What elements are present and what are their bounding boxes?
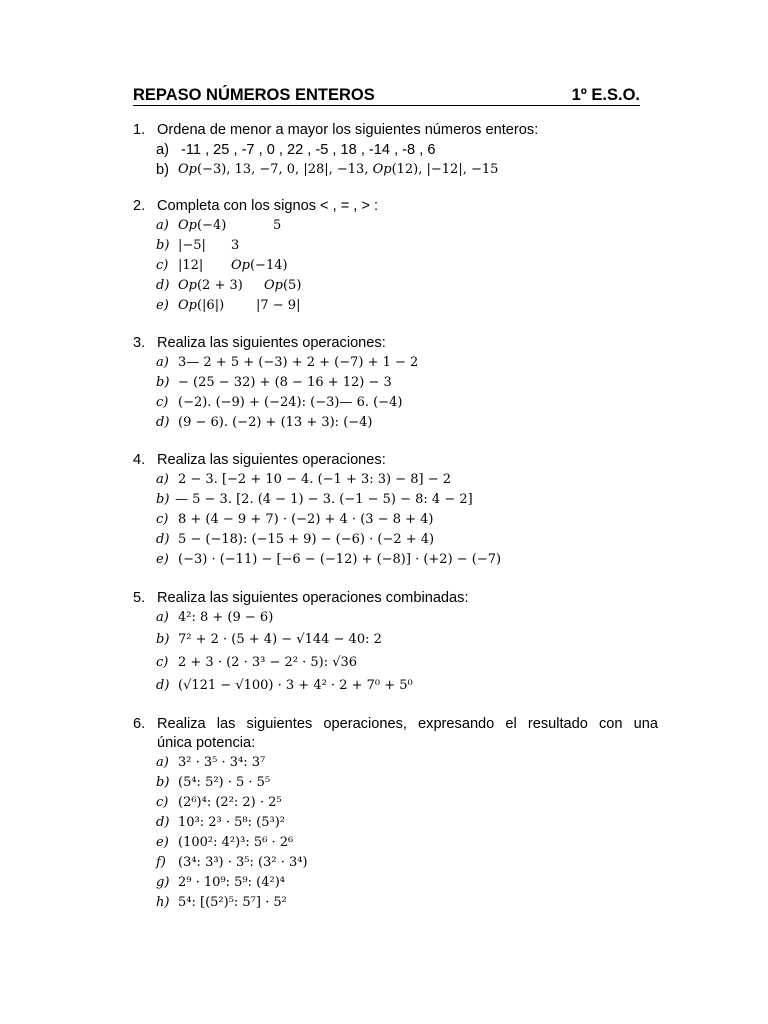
item-label: e)	[156, 835, 169, 850]
item-expression: (5⁴: 5²) · 5 · 5⁵	[178, 775, 271, 790]
list-item	[133, 753, 663, 773]
question-4	[133, 451, 663, 570]
list-item	[133, 813, 663, 833]
item-label: a)	[156, 755, 169, 770]
item-label: b)	[156, 375, 170, 390]
item-label: c)	[156, 795, 169, 810]
item-expression: 7² + 2 · (5 + 4) − √144 − 40: 2	[178, 632, 382, 647]
question-number: 5.	[133, 590, 146, 606]
item-left-expression: 𝑂𝑝(−4)	[178, 218, 227, 233]
title-underline	[133, 105, 640, 106]
question-6	[133, 715, 663, 913]
item-label: a)	[156, 355, 169, 370]
item-expression: 4²: 8 + (9 − 6)	[178, 610, 274, 625]
item-label: e)	[156, 552, 169, 567]
item-label: c)	[156, 655, 169, 670]
item-expression: (3⁴: 3³) · 3⁵: (3² · 3⁴)	[178, 855, 308, 870]
list-item	[133, 160, 663, 180]
question-text: Realiza las siguientes operaciones, expresando el resultado con una	[157, 716, 658, 732]
list-item	[133, 490, 663, 510]
list-item	[133, 628, 663, 651]
item-expression: 2⁹ · 10⁹: 5⁹: (4²)⁴	[178, 875, 285, 890]
item-expression: 8 + (4 − 9 + 7) · (−2) + 4 · (3 − 8 + 4)	[178, 512, 434, 527]
item-expression: 3² · 3⁵ · 3⁴: 3⁷	[178, 755, 266, 770]
list-item	[133, 651, 663, 674]
document-header	[133, 86, 640, 108]
item-expression: (−3) · (−11) − [−6 − (−12) + (−8)] · (+2) − (−7)	[178, 552, 502, 567]
item-expression: 2 − 3. [−2 + 10 − 4. (−1 + 3: 3) − 8] − 2	[178, 472, 452, 487]
list-item	[133, 413, 663, 433]
item-label: f)	[156, 855, 166, 870]
question-5-heading	[133, 589, 663, 608]
item-label: b)	[156, 775, 170, 790]
question-text: Ordena de menor a mayor los siguientes números enteros:	[157, 122, 539, 138]
list-item	[133, 773, 663, 793]
item-label: d)	[156, 278, 170, 293]
list-item	[133, 140, 663, 160]
item-label: b)	[156, 492, 170, 507]
item-expression: — 5 − 3. [2. (4 − 1) − 3. (−1 − 5) − 8: 4 − 2]	[175, 492, 473, 507]
list-item	[133, 530, 663, 550]
item-expression: (9 − 6). (−2) + (13 + 3): (−4)	[178, 415, 373, 430]
item-expression: 5⁴: [(5²)⁵: 5⁷] · 5²	[178, 895, 287, 910]
item-expression: 2 + 3 · (2 · 3³ − 2² · 5): √36	[178, 655, 358, 670]
item-expression: 10³: 2³ · 5⁸: (5³)²	[178, 815, 285, 830]
item-right-expression: |7 − 9|	[256, 298, 301, 313]
list-item	[133, 236, 663, 256]
item-label: b)	[156, 632, 170, 647]
question-number: 3.	[133, 335, 146, 351]
question-5	[133, 589, 663, 697]
item-right-expression: 𝑂𝑝(5)	[264, 278, 302, 293]
question-text: Realiza las siguientes operaciones combinadas:	[157, 590, 469, 606]
question-4-heading	[133, 451, 663, 470]
question-3	[133, 334, 663, 433]
item-expression: (−2). (−9) + (−24): (−3)— 6. (−4)	[178, 395, 403, 410]
item-label: c)	[156, 395, 169, 410]
list-item	[133, 510, 663, 530]
item-label: b)	[156, 162, 169, 178]
list-item	[133, 833, 663, 853]
list-item	[133, 550, 663, 570]
question-3-heading	[133, 334, 663, 353]
question-6-heading	[133, 715, 663, 734]
question-number: 1.	[133, 122, 146, 138]
item-expression: -11 , 25 , -7 , 0 , 22 , -5 , 18 , -14 , -8 , 6	[181, 142, 436, 158]
item-label: g)	[156, 875, 170, 890]
item-right-expression: 𝑂𝑝(−14)	[231, 258, 288, 273]
item-label: d)	[156, 678, 170, 693]
question-number: 2.	[133, 198, 146, 214]
item-label: d)	[156, 532, 170, 547]
question-text: Realiza las siguientes operaciones:	[157, 335, 386, 351]
list-item	[133, 276, 663, 296]
item-expression: − (25 − 32) + (8 − 16 + 12) − 3	[178, 375, 392, 390]
item-expression: (2⁶)⁴: (2²: 2) · 2⁵	[178, 795, 282, 810]
question-2	[133, 197, 663, 316]
item-label: a)	[156, 142, 169, 158]
question-2-heading	[133, 197, 663, 216]
list-item	[133, 393, 663, 413]
list-item	[133, 353, 663, 373]
list-item	[133, 893, 663, 913]
item-left-expression: |12|	[178, 258, 204, 273]
item-label: a)	[156, 472, 169, 487]
list-item	[133, 256, 663, 276]
item-label: d)	[156, 815, 170, 830]
list-item	[133, 853, 663, 873]
course-label: 1º E.S.O.	[571, 86, 640, 104]
item-label: h)	[156, 895, 170, 910]
page-title: REPASO NÚMEROS ENTEROS	[133, 86, 375, 104]
item-label: d)	[156, 415, 170, 430]
item-expression: 𝑂𝑝(−3), 13, −7, 0, |28|, −13, 𝑂𝑝(12), |−12|, −15	[178, 162, 499, 177]
list-item	[133, 296, 663, 316]
item-label: b)	[156, 238, 170, 253]
list-item	[133, 793, 663, 813]
question-text: Realiza las siguientes operaciones:	[157, 452, 386, 468]
list-item	[133, 373, 663, 393]
question-1-heading	[133, 121, 663, 140]
item-expression: (100²: 4²)³: 5⁶ · 2⁶	[178, 835, 294, 850]
item-label: a)	[156, 218, 169, 233]
item-left-expression: |−5|	[178, 238, 206, 253]
question-text-continued: única potencia:	[157, 735, 256, 751]
item-expression: (√121 − √100) · 3 + 4² · 2 + 7⁰ + 5⁰	[178, 678, 413, 693]
list-item	[133, 216, 663, 236]
item-right-expression: 3	[231, 238, 240, 253]
item-expression: 3— 2 + 5 + (−3) + 2 + (−7) + 1 − 2	[178, 355, 419, 370]
item-label: a)	[156, 610, 169, 625]
item-label: c)	[156, 512, 169, 527]
question-6-heading-continued	[133, 734, 663, 753]
list-item	[133, 470, 663, 490]
question-1	[133, 121, 663, 180]
list-item	[133, 873, 663, 893]
item-expression: 5 − (−18): (−15 + 9) − (−6) · (−2 + 4)	[178, 532, 435, 547]
item-label: e)	[156, 298, 169, 313]
question-text: Completa con los signos < , = , > :	[157, 198, 379, 214]
question-number: 6.	[133, 716, 146, 732]
item-left-expression: 𝑂𝑝(2 + 3)	[178, 278, 243, 293]
item-left-expression: 𝑂𝑝(|6|)	[178, 298, 225, 313]
question-number: 4.	[133, 452, 146, 468]
list-item	[133, 674, 663, 697]
list-item	[133, 608, 663, 628]
item-label: c)	[156, 258, 169, 273]
item-right-expression: 5	[273, 218, 282, 233]
